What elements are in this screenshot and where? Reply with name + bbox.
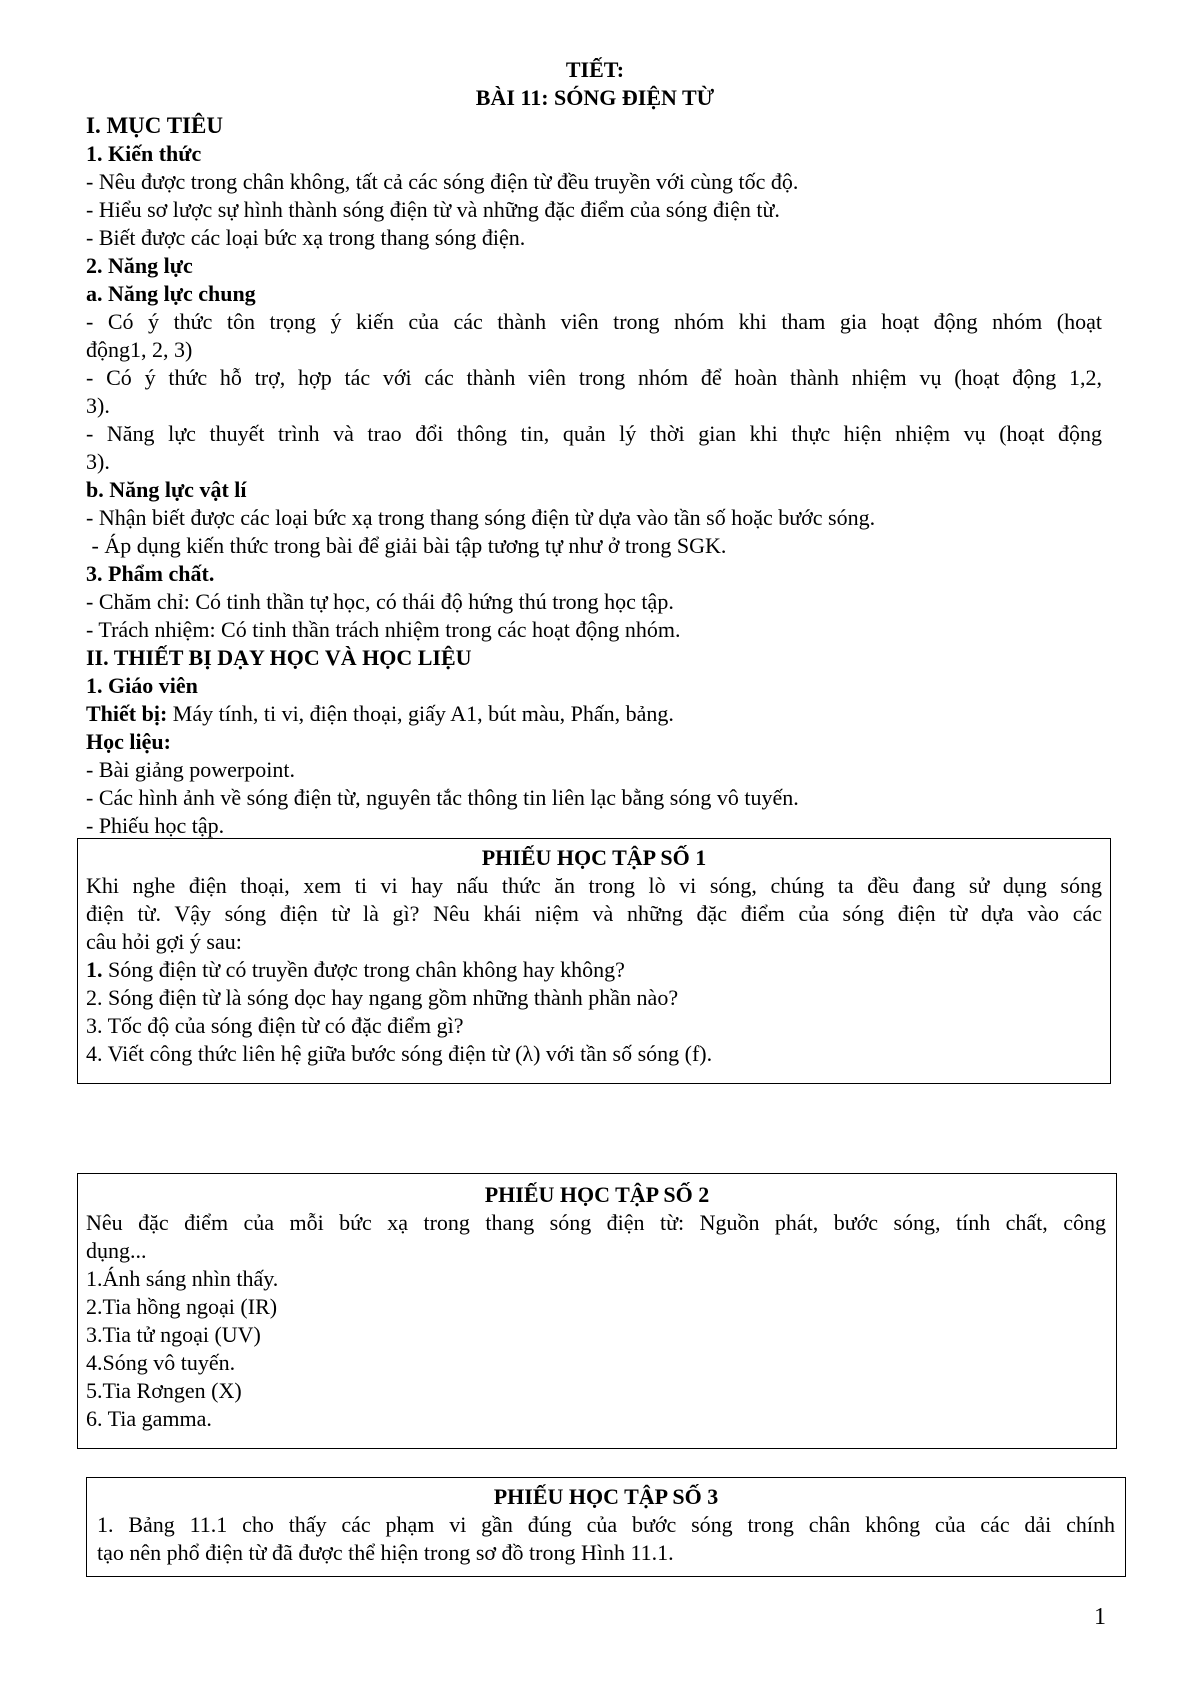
hoclieu-line-2: - Các hình ảnh về sóng điện từ, nguyên tắc thông tin liên lạc bằng sóng vô tuyến.	[86, 785, 799, 810]
hoclieu-line-3: - Phiếu học tập.	[86, 813, 225, 838]
worksheet-1-question-4: 4. Viết công thức liên hệ giữa bước sóng điện từ (λ) với tần số sóng (f).	[86, 1041, 713, 1066]
kienthuc-line-2: - Hiểu sơ lược sự hình thành sóng điện từ và những đặc điểm của sóng điện từ.	[86, 197, 780, 222]
hoclieu-line-1: - Bài giảng powerpoint.	[86, 757, 295, 782]
nangluc-heading: 2. Năng lực	[86, 253, 193, 278]
worksheet-1-question-2: 2. Sóng điện từ là sóng dọc hay ngang gồm những thành phần nào?	[86, 985, 679, 1010]
phamchat-line-1: - Chăm chỉ: Có tinh thần tự học, có thái độ hứng thú trong học tập.	[86, 589, 674, 614]
section-1-heading: I. MỤC TIÊU	[86, 113, 223, 138]
thietbi-label: Thiết bị:	[86, 701, 168, 726]
kienthuc-line-3: - Biết được các loại bức xạ trong thang sóng điện.	[86, 225, 526, 250]
phamchat-line-2: - Trách nhiệm: Có tinh thần trách nhiệm trong các hoạt động nhóm.	[86, 617, 681, 642]
thietbi-text: Máy tính, ti vi, điện thoại, giấy A1, bút màu, Phấn, bảng.	[167, 701, 674, 726]
worksheet-2-item-4: 4.Sóng vô tuyến.	[86, 1350, 236, 1375]
page-number: 1	[1094, 1604, 1106, 1630]
worksheet-3-line-2: tạo nên phổ điện từ đã được thể hiện trong sơ đồ trong Hình 11.1.	[97, 1540, 674, 1565]
phamchat-heading: 3. Phẩm chất.	[86, 561, 215, 586]
hoclieu-heading: Học liệu:	[86, 729, 171, 754]
kienthuc-heading: 1. Kiến thức	[86, 141, 202, 166]
worksheet-1-intro-1: Khi nghe điện thoại, xem ti vi hay nấu thức ăn trong lò vi sóng, chúng ta đều đang sử dụng sóng	[86, 873, 1102, 898]
section-2-heading: II. THIẾT BỊ DẠY HỌC VÀ HỌC LIỆU	[86, 645, 472, 670]
nangluc-vatli-line-1: - Nhận biết được các loại bức xạ trong thang sóng điện từ dựa vào tần số hoặc bước sóng.	[86, 505, 876, 530]
worksheet-3-title: PHIẾU HỌC TẬP SỐ 3	[493, 1484, 719, 1509]
worksheet-1-box	[77, 838, 1111, 1084]
kienthuc-line-1: - Nêu được trong chân không, tất cả các sóng điện từ đều truyền với cùng tốc độ.	[86, 169, 799, 194]
worksheet-2-intro-1: Nêu đặc điểm của mỗi bức xạ trong thang sóng điện từ: Nguồn phát, bước sóng, tính chất, công	[86, 1210, 1106, 1235]
question-1-text: Sóng điện từ có truyền được trong chân không hay không?	[102, 957, 625, 982]
lesson-title: BÀI 11: SÓNG ĐIỆN TỪ	[475, 85, 715, 110]
worksheet-2-item-2: 2.Tia hồng ngoại (IR)	[86, 1294, 278, 1319]
lesson-period: TIẾT:	[565, 57, 625, 82]
worksheet-2-item-6: 6. Tia gamma.	[86, 1406, 212, 1431]
question-1-number: 1.	[86, 957, 103, 982]
worksheet-2-intro-2: dụng...	[86, 1238, 147, 1263]
nangluc-vatli-heading: b. Năng lực vật lí	[86, 477, 247, 502]
worksheet-1-question-3: 3. Tốc độ của sóng điện từ có đặc điểm gì?	[86, 1013, 464, 1038]
nangluc-chung-line-2: động1, 2, 3)	[86, 337, 193, 362]
worksheet-2-title: PHIẾU HỌC TẬP SỐ 2	[484, 1182, 710, 1207]
nangluc-chung-heading: a. Năng lực chung	[86, 281, 256, 306]
worksheet-2-item-5: 5.Tia Rơngen (X)	[86, 1378, 242, 1403]
thietbi-line	[86, 699, 674, 729]
worksheet-3-box	[86, 1477, 1126, 1577]
nangluc-chung-line-5: - Năng lực thuyết trình và trao đổi thông tin, quản lý thời gian khi thực hiện nhiệm vụ (hoạt động	[86, 421, 1102, 446]
nangluc-vatli-line-2: - Áp dụng kiến thức trong bài để giải bài tập tương tự như ở trong SGK.	[86, 533, 727, 558]
worksheet-1-intro-3: câu hỏi gợi ý sau:	[86, 929, 242, 954]
giaovien-heading: 1. Giáo viên	[86, 673, 198, 698]
worksheet-3-line-1: 1. Bảng 11.1 cho thấy các phạm vi gần đúng của bước sóng trong chân không của các dải chính	[97, 1512, 1115, 1537]
worksheet-2-item-3: 3.Tia tử ngoại (UV)	[86, 1322, 261, 1347]
nangluc-chung-line-6: 3).	[86, 449, 110, 474]
nangluc-chung-line-4: 3).	[86, 393, 110, 418]
worksheet-1-intro-2: điện từ. Vậy sóng điện từ là gì? Nêu khái niệm và những đặc điểm của sóng điện từ dựa vào các	[86, 901, 1102, 926]
nangluc-chung-line-3: - Có ý thức hỗ trợ, hợp tác với các thành viên trong nhóm để hoàn thành nhiệm vụ (hoạt động 1,2,	[86, 365, 1102, 390]
worksheet-1-question-1	[86, 955, 625, 985]
worksheet-2-box	[77, 1173, 1117, 1449]
worksheet-1-title: PHIẾU HỌC TẬP SỐ 1	[481, 845, 707, 870]
nangluc-chung-line-1: - Có ý thức tôn trọng ý kiến của các thành viên trong nhóm khi tham gia hoạt động nhóm (hoạt	[86, 309, 1102, 334]
worksheet-2-item-1: 1.Ánh sáng nhìn thấy.	[86, 1266, 279, 1291]
